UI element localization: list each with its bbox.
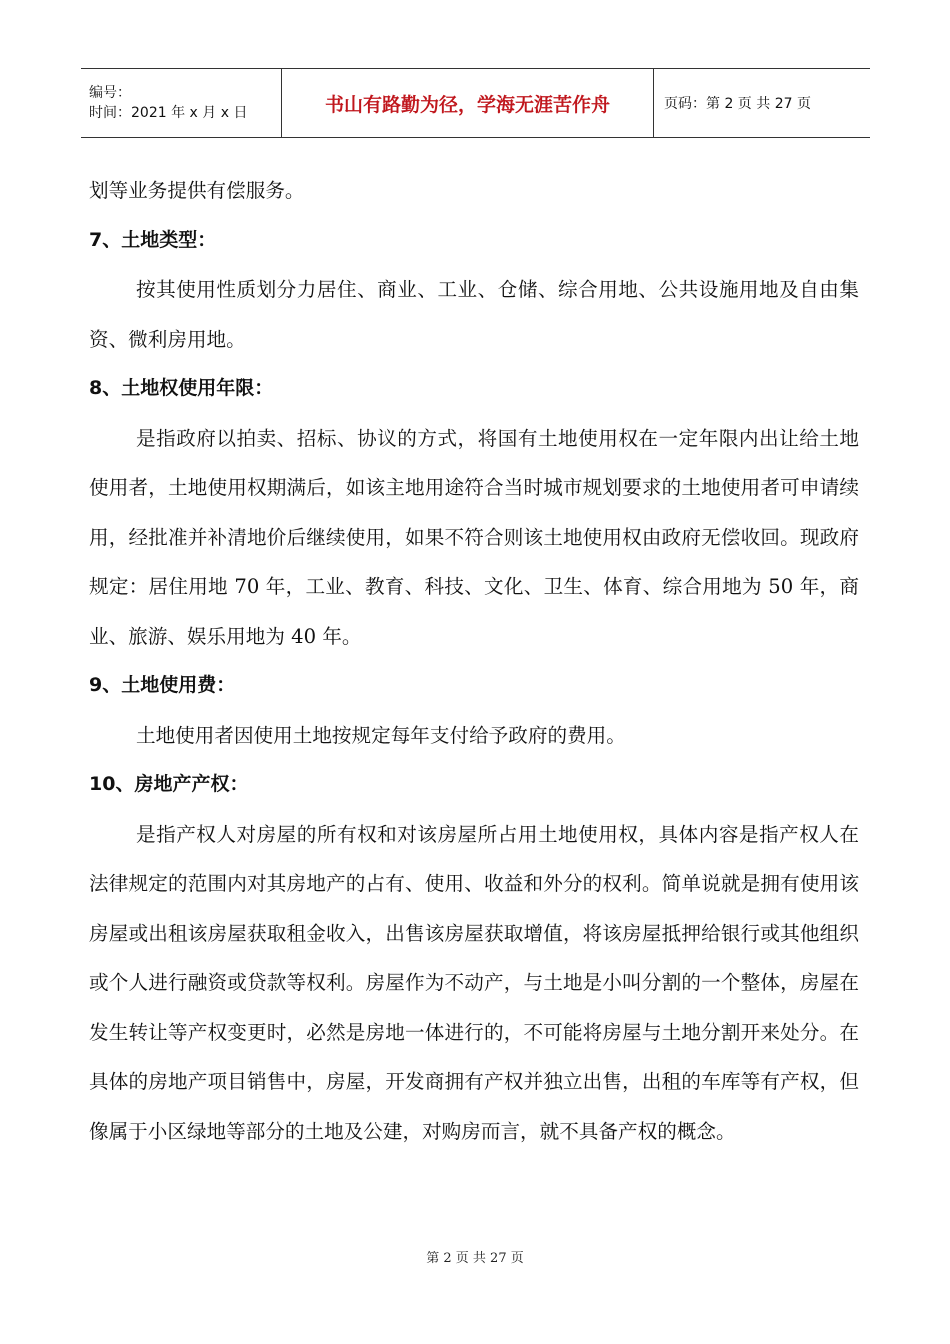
header-page-cell — [654, 69, 870, 137]
header-motto-cell — [282, 69, 654, 137]
paragraph: 是指政府以拍卖、招标、协议的方式，将国有土地使用权在一定年限内出让给土地使用者，土地使用权期满后，如该主地用途符合当时城市规划要求的土地使用者可申请续用，经批准并补清地价后继续使用，如果不符合则该土地使用权由政府无偿收回。现政府规定：居住用地 70 年，工业、教育、科技、文化、卫生、体育、综合用地为 50 年，商业、旅游、娱乐用地为 40 年。 — [89, 426, 859, 648]
section-heading: 9、土地使用费： — [89, 674, 236, 696]
paragraph: 是指产权人对房屋的所有权和对该房屋所占用土地使用权，具体内容是指产权人在法律规定的范围内对其房地产的占有、使用、收益和外分的权利。简单说就是拥有使用该房屋或出租该房屋获取租金收入，出售该房屋获取增值，将该房屋抵押给银行或其他组织或个人进行融资或贷款等权利。房屋作为不动产，与土地是小叫分割的一个整体，房屋在发生转让等产权变更时，必然是房地一体进行的，不可能将房屋与土地分割开来处分。在具体的房地产项目销售中，房屋，开发商拥有产权并独立出售，出租的车库等有产权，但像属于小区绿地等部分的土地及公建，对购房而言，就不具备产权的概念。 — [89, 822, 859, 1143]
paragraph: 土地使用者因使用土地按规定每年支付给予政府的费用。 — [136, 723, 626, 747]
paragraph: 划等业务提供有偿服务。 — [89, 179, 305, 202]
paragraph: 按其使用性质划分力居住、商业、工业、仓储、综合用地、公共设施用地及自由集资、微利房用地。 — [89, 278, 859, 351]
header-meta — [81, 69, 282, 137]
section-heading: 10、房地产产权： — [89, 773, 249, 795]
header-page-info: 页码：第 2 页 共 27 页 — [664, 96, 811, 112]
section-heading: 7、土地类型： — [89, 228, 217, 251]
page-footer: 第 2 页 共 27 页 — [426, 1251, 524, 1266]
document-date: 时间：2021 年 x 月 x 日 — [89, 105, 248, 121]
section-heading: 8、土地权使用年限： — [89, 377, 274, 399]
document-body — [89, 166, 859, 1156]
document-number-label: 编号： — [89, 85, 131, 101]
header-motto: 书山有路勤为径，学海无涯苦作舟 — [324, 93, 610, 116]
page-header — [81, 68, 870, 138]
